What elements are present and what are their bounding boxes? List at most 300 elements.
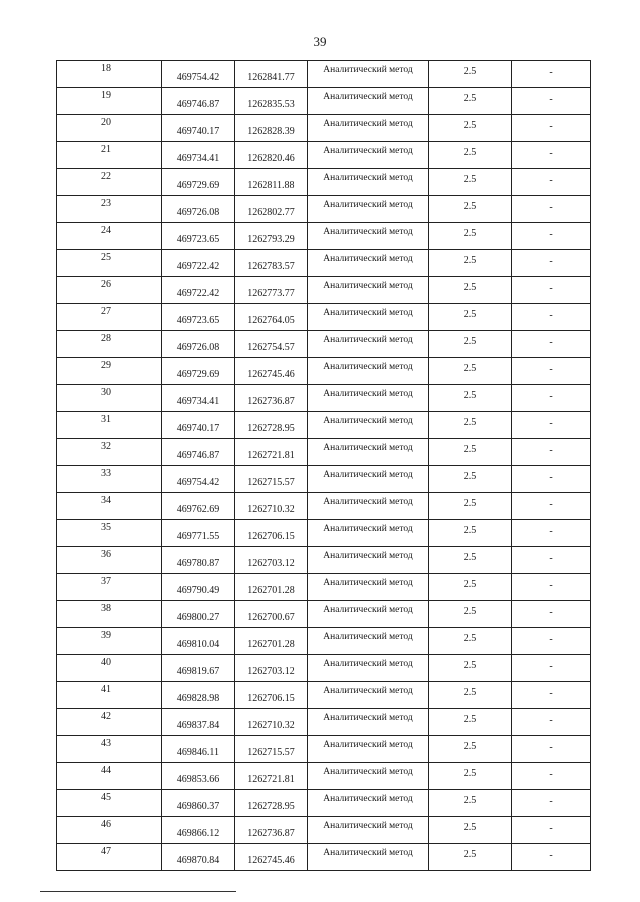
method-cell — [308, 601, 429, 628]
x-coordinate-cell — [162, 115, 235, 142]
y-coordinate-cell — [235, 169, 308, 196]
table-row — [57, 709, 591, 736]
method-cell — [308, 331, 429, 358]
note-cell — [512, 844, 591, 871]
x-coordinate-cell-text: 469734.41 — [176, 153, 220, 164]
point-number-cell — [57, 385, 162, 412]
precision-cell-text: 2.5 — [463, 390, 477, 401]
y-coordinate-cell-text: 1262736.87 — [247, 828, 295, 839]
point-number-cell-text: 19 — [101, 90, 111, 101]
y-coordinate-cell — [235, 682, 308, 709]
x-coordinate-cell — [162, 709, 235, 736]
y-coordinate-cell-text: 1262715.57 — [247, 747, 295, 758]
precision-cell — [429, 115, 512, 142]
precision-cell-text: 2.5 — [463, 174, 477, 185]
x-coordinate-cell — [162, 223, 235, 250]
x-coordinate-cell — [162, 250, 235, 277]
x-coordinate-cell — [162, 466, 235, 493]
precision-cell — [429, 412, 512, 439]
method-cell-text: Аналитический метод — [323, 713, 413, 723]
precision-cell — [429, 358, 512, 385]
point-number-cell-text: 39 — [101, 630, 111, 641]
precision-cell-text: 2.5 — [463, 444, 477, 455]
point-number-cell — [57, 412, 162, 439]
note-cell — [512, 277, 591, 304]
point-number-cell — [57, 763, 162, 790]
y-coordinate-cell — [235, 277, 308, 304]
x-coordinate-cell-text: 469729.69 — [176, 369, 220, 380]
y-coordinate-cell — [235, 439, 308, 466]
precision-cell-text: 2.5 — [463, 525, 477, 536]
y-coordinate-cell — [235, 466, 308, 493]
precision-cell — [429, 763, 512, 790]
x-coordinate-cell-text: 469734.41 — [176, 396, 220, 407]
table-row — [57, 682, 591, 709]
x-coordinate-cell — [162, 142, 235, 169]
y-coordinate-cell-text: 1262736.87 — [247, 396, 295, 407]
method-cell-text: Аналитический метод — [323, 632, 413, 642]
note-cell-text: - — [549, 148, 553, 159]
point-number-cell — [57, 250, 162, 277]
table-row — [57, 61, 591, 88]
method-cell-text: Аналитический метод — [323, 200, 413, 210]
method-cell — [308, 628, 429, 655]
y-coordinate-cell-text: 1262710.32 — [247, 720, 295, 731]
method-cell — [308, 196, 429, 223]
point-number-cell-text: 27 — [101, 306, 111, 317]
method-cell-text: Аналитический метод — [323, 92, 413, 102]
method-cell-text: Аналитический метод — [323, 416, 413, 426]
point-number-cell — [57, 142, 162, 169]
table-row — [57, 763, 591, 790]
table-row — [57, 439, 591, 466]
x-coordinate-cell — [162, 331, 235, 358]
method-cell — [308, 412, 429, 439]
table-row — [57, 358, 591, 385]
method-cell — [308, 736, 429, 763]
method-cell-text: Аналитический метод — [323, 497, 413, 507]
y-coordinate-cell — [235, 142, 308, 169]
point-number-cell — [57, 169, 162, 196]
x-coordinate-cell-text: 469746.87 — [176, 450, 220, 461]
precision-cell — [429, 169, 512, 196]
x-coordinate-cell — [162, 61, 235, 88]
x-coordinate-cell-text: 469729.69 — [176, 180, 220, 191]
x-coordinate-cell-text: 469762.69 — [176, 504, 220, 515]
point-number-cell-text: 28 — [101, 333, 111, 344]
method-cell-text: Аналитический метод — [323, 146, 413, 156]
y-coordinate-cell — [235, 763, 308, 790]
precision-cell — [429, 331, 512, 358]
y-coordinate-cell — [235, 628, 308, 655]
y-coordinate-cell-text: 1262802.77 — [247, 207, 295, 218]
note-cell — [512, 385, 591, 412]
point-number-cell-text: 46 — [101, 819, 111, 830]
y-coordinate-cell-text: 1262706.15 — [247, 693, 295, 704]
point-number-cell-text: 40 — [101, 657, 111, 668]
note-cell-text: - — [549, 823, 553, 834]
note-cell — [512, 763, 591, 790]
y-coordinate-cell — [235, 223, 308, 250]
y-coordinate-cell-text: 1262703.12 — [247, 666, 295, 677]
method-cell — [308, 790, 429, 817]
y-coordinate-cell-text: 1262764.05 — [247, 315, 295, 326]
x-coordinate-cell — [162, 817, 235, 844]
precision-cell-text: 2.5 — [463, 120, 477, 131]
note-cell-text: - — [549, 94, 553, 105]
page-number: 39 — [313, 34, 327, 49]
note-cell-text: - — [549, 337, 553, 348]
coordinates-table-body — [57, 61, 591, 871]
note-cell — [512, 304, 591, 331]
y-coordinate-cell — [235, 520, 308, 547]
precision-cell-text: 2.5 — [463, 741, 477, 752]
x-coordinate-cell-text: 469754.42 — [176, 72, 220, 83]
precision-cell-text: 2.5 — [463, 336, 477, 347]
note-cell — [512, 466, 591, 493]
x-coordinate-cell — [162, 304, 235, 331]
x-coordinate-cell-text: 469771.55 — [176, 531, 220, 542]
method-cell-text: Аналитический метод — [323, 470, 413, 480]
x-coordinate-cell-text: 469740.17 — [176, 126, 220, 137]
method-cell-text: Аналитический метод — [323, 173, 413, 183]
precision-cell-text: 2.5 — [463, 309, 477, 320]
y-coordinate-cell-text: 1262715.57 — [247, 477, 295, 488]
point-number-cell-text: 23 — [101, 198, 111, 209]
y-coordinate-cell-text: 1262728.95 — [247, 801, 295, 812]
table-row — [57, 628, 591, 655]
y-coordinate-cell — [235, 736, 308, 763]
x-coordinate-cell-text: 469800.27 — [176, 612, 220, 623]
precision-cell — [429, 277, 512, 304]
x-coordinate-cell — [162, 736, 235, 763]
table-row — [57, 196, 591, 223]
note-cell-text: - — [549, 796, 553, 807]
y-coordinate-cell-text: 1262773.77 — [247, 288, 295, 299]
note-cell — [512, 628, 591, 655]
note-cell-text: - — [549, 850, 553, 861]
note-cell — [512, 169, 591, 196]
method-cell-text: Аналитический метод — [323, 578, 413, 588]
precision-cell-text: 2.5 — [463, 93, 477, 104]
precision-cell — [429, 655, 512, 682]
y-coordinate-cell — [235, 817, 308, 844]
method-cell-text: Аналитический метод — [323, 308, 413, 318]
x-coordinate-cell — [162, 790, 235, 817]
precision-cell-text: 2.5 — [463, 849, 477, 860]
y-coordinate-cell-text: 1262701.28 — [247, 639, 295, 650]
method-cell — [308, 115, 429, 142]
x-coordinate-cell-text: 469819.67 — [176, 666, 220, 677]
y-coordinate-cell — [235, 790, 308, 817]
precision-cell — [429, 817, 512, 844]
method-cell-text: Аналитический метод — [323, 389, 413, 399]
x-coordinate-cell-text: 469853.66 — [176, 774, 220, 785]
point-number-cell-text: 20 — [101, 117, 111, 128]
table-row — [57, 223, 591, 250]
note-cell — [512, 439, 591, 466]
table-row — [57, 250, 591, 277]
precision-cell — [429, 628, 512, 655]
note-cell-text: - — [549, 229, 553, 240]
y-coordinate-cell — [235, 61, 308, 88]
note-cell — [512, 520, 591, 547]
precision-cell-text: 2.5 — [463, 228, 477, 239]
y-coordinate-cell-text: 1262754.57 — [247, 342, 295, 353]
x-coordinate-cell — [162, 628, 235, 655]
method-cell-text: Аналитический метод — [323, 848, 413, 858]
precision-cell — [429, 466, 512, 493]
point-number-cell — [57, 493, 162, 520]
point-number-cell — [57, 682, 162, 709]
x-coordinate-cell-text: 469740.17 — [176, 423, 220, 434]
method-cell — [308, 763, 429, 790]
method-cell-text: Аналитический метод — [323, 659, 413, 669]
y-coordinate-cell — [235, 574, 308, 601]
point-number-cell-text: 37 — [101, 576, 111, 587]
note-cell — [512, 358, 591, 385]
method-cell-text: Аналитический метод — [323, 794, 413, 804]
note-cell — [512, 709, 591, 736]
method-cell — [308, 574, 429, 601]
y-coordinate-cell-text: 1262701.28 — [247, 585, 295, 596]
y-coordinate-cell — [235, 547, 308, 574]
precision-cell-text: 2.5 — [463, 633, 477, 644]
point-number-cell — [57, 844, 162, 871]
note-cell-text: - — [549, 283, 553, 294]
y-coordinate-cell — [235, 250, 308, 277]
method-cell — [308, 439, 429, 466]
precision-cell — [429, 439, 512, 466]
note-cell-text: - — [549, 742, 553, 753]
method-cell-text: Аналитический метод — [323, 686, 413, 696]
table-row — [57, 304, 591, 331]
note-cell-text: - — [549, 364, 553, 375]
point-number-cell — [57, 466, 162, 493]
point-number-cell — [57, 358, 162, 385]
table-row — [57, 655, 591, 682]
method-cell — [308, 223, 429, 250]
precision-cell — [429, 736, 512, 763]
table-row — [57, 385, 591, 412]
precision-cell — [429, 385, 512, 412]
table-row — [57, 520, 591, 547]
y-coordinate-cell-text: 1262721.81 — [247, 774, 295, 785]
precision-cell — [429, 142, 512, 169]
table-row — [57, 736, 591, 763]
note-cell-text: - — [549, 580, 553, 591]
x-coordinate-cell — [162, 439, 235, 466]
point-number-cell-text: 21 — [101, 144, 111, 155]
table-row — [57, 601, 591, 628]
x-coordinate-cell-text: 469726.08 — [176, 342, 220, 353]
point-number-cell — [57, 736, 162, 763]
x-coordinate-cell-text: 469870.84 — [176, 855, 220, 866]
note-cell — [512, 223, 591, 250]
point-number-cell-text: 38 — [101, 603, 111, 614]
precision-cell-text: 2.5 — [463, 363, 477, 374]
x-coordinate-cell-text: 469780.87 — [176, 558, 220, 569]
point-number-cell — [57, 817, 162, 844]
y-coordinate-cell-text: 1262745.46 — [247, 369, 295, 380]
note-cell-text: - — [549, 769, 553, 780]
precision-cell-text: 2.5 — [463, 498, 477, 509]
point-number-cell — [57, 88, 162, 115]
x-coordinate-cell — [162, 196, 235, 223]
x-coordinate-cell — [162, 277, 235, 304]
note-cell — [512, 736, 591, 763]
method-cell-text: Аналитический метод — [323, 551, 413, 561]
point-number-cell-text: 33 — [101, 468, 111, 479]
precision-cell-text: 2.5 — [463, 822, 477, 833]
note-cell — [512, 61, 591, 88]
note-cell-text: - — [549, 310, 553, 321]
precision-cell-text: 2.5 — [463, 147, 477, 158]
method-cell — [308, 61, 429, 88]
table-row — [57, 115, 591, 142]
precision-cell — [429, 88, 512, 115]
precision-cell-text: 2.5 — [463, 606, 477, 617]
x-coordinate-cell-text: 469746.87 — [176, 99, 220, 110]
note-cell-text: - — [549, 202, 553, 213]
precision-cell — [429, 844, 512, 871]
note-cell-text: - — [549, 634, 553, 645]
method-cell — [308, 385, 429, 412]
method-cell — [308, 250, 429, 277]
note-cell — [512, 331, 591, 358]
method-cell — [308, 709, 429, 736]
x-coordinate-cell-text: 469860.37 — [176, 801, 220, 812]
y-coordinate-cell — [235, 358, 308, 385]
precision-cell-text: 2.5 — [463, 66, 477, 77]
y-coordinate-cell-text: 1262828.39 — [247, 126, 295, 137]
y-coordinate-cell — [235, 655, 308, 682]
x-coordinate-cell — [162, 682, 235, 709]
x-coordinate-cell-text: 469723.65 — [176, 315, 220, 326]
x-coordinate-cell — [162, 547, 235, 574]
note-cell — [512, 682, 591, 709]
method-cell — [308, 466, 429, 493]
note-cell — [512, 547, 591, 574]
y-coordinate-cell — [235, 844, 308, 871]
method-cell — [308, 142, 429, 169]
table-row — [57, 88, 591, 115]
point-number-cell-text: 44 — [101, 765, 111, 776]
x-coordinate-cell — [162, 520, 235, 547]
point-number-cell — [57, 709, 162, 736]
note-cell — [512, 412, 591, 439]
x-coordinate-cell — [162, 655, 235, 682]
point-number-cell — [57, 304, 162, 331]
x-coordinate-cell-text: 469726.08 — [176, 207, 220, 218]
point-number-cell-text: 26 — [101, 279, 111, 290]
point-number-cell-text: 47 — [101, 846, 111, 857]
x-coordinate-cell-text: 469722.42 — [176, 288, 220, 299]
x-coordinate-cell-text: 469846.11 — [176, 747, 220, 758]
method-cell — [308, 277, 429, 304]
x-coordinate-cell — [162, 763, 235, 790]
point-number-cell — [57, 115, 162, 142]
y-coordinate-cell — [235, 331, 308, 358]
table-row — [57, 547, 591, 574]
y-coordinate-cell-text: 1262820.46 — [247, 153, 295, 164]
method-cell-text: Аналитический метод — [323, 821, 413, 831]
coordinates-table — [56, 60, 591, 871]
y-coordinate-cell — [235, 115, 308, 142]
table-row — [57, 844, 591, 871]
y-coordinate-cell-text: 1262700.67 — [247, 612, 295, 623]
footnote-divider — [40, 891, 236, 892]
note-cell — [512, 88, 591, 115]
point-number-cell-text: 24 — [101, 225, 111, 236]
table-row — [57, 466, 591, 493]
y-coordinate-cell — [235, 88, 308, 115]
method-cell — [308, 304, 429, 331]
precision-cell-text: 2.5 — [463, 201, 477, 212]
point-number-cell-text: 35 — [101, 522, 111, 533]
table-row — [57, 142, 591, 169]
x-coordinate-cell-text: 469828.98 — [176, 693, 220, 704]
precision-cell — [429, 574, 512, 601]
point-number-cell — [57, 628, 162, 655]
table-row — [57, 817, 591, 844]
note-cell-text: - — [549, 121, 553, 132]
method-cell-text: Аналитический метод — [323, 524, 413, 534]
x-coordinate-cell-text: 469723.65 — [176, 234, 220, 245]
point-number-cell-text: 45 — [101, 792, 111, 803]
precision-cell — [429, 223, 512, 250]
point-number-cell-text: 41 — [101, 684, 111, 695]
precision-cell — [429, 709, 512, 736]
y-coordinate-cell-text: 1262811.88 — [247, 180, 295, 191]
method-cell — [308, 88, 429, 115]
point-number-cell-text: 34 — [101, 495, 111, 506]
x-coordinate-cell — [162, 88, 235, 115]
point-number-cell — [57, 277, 162, 304]
table-row — [57, 169, 591, 196]
precision-cell-text: 2.5 — [463, 255, 477, 266]
y-coordinate-cell-text: 1262703.12 — [247, 558, 295, 569]
note-cell — [512, 493, 591, 520]
method-cell — [308, 655, 429, 682]
table-row — [57, 331, 591, 358]
precision-cell-text: 2.5 — [463, 471, 477, 482]
point-number-cell — [57, 547, 162, 574]
point-number-cell — [57, 574, 162, 601]
y-coordinate-cell — [235, 412, 308, 439]
y-coordinate-cell-text: 1262745.46 — [247, 855, 295, 866]
note-cell-text: - — [549, 553, 553, 564]
table-row — [57, 493, 591, 520]
x-coordinate-cell-text: 469837.84 — [176, 720, 220, 731]
method-cell-text: Аналитический метод — [323, 65, 413, 75]
point-number-cell-text: 29 — [101, 360, 111, 371]
x-coordinate-cell — [162, 358, 235, 385]
precision-cell — [429, 601, 512, 628]
precision-cell — [429, 520, 512, 547]
note-cell-text: - — [549, 445, 553, 456]
point-number-cell-text: 30 — [101, 387, 111, 398]
note-cell — [512, 196, 591, 223]
point-number-cell — [57, 331, 162, 358]
point-number-cell — [57, 196, 162, 223]
x-coordinate-cell-text: 469722.42 — [176, 261, 220, 272]
y-coordinate-cell — [235, 385, 308, 412]
note-cell-text: - — [549, 499, 553, 510]
precision-cell — [429, 196, 512, 223]
point-number-cell-text: 42 — [101, 711, 111, 722]
y-coordinate-cell — [235, 601, 308, 628]
